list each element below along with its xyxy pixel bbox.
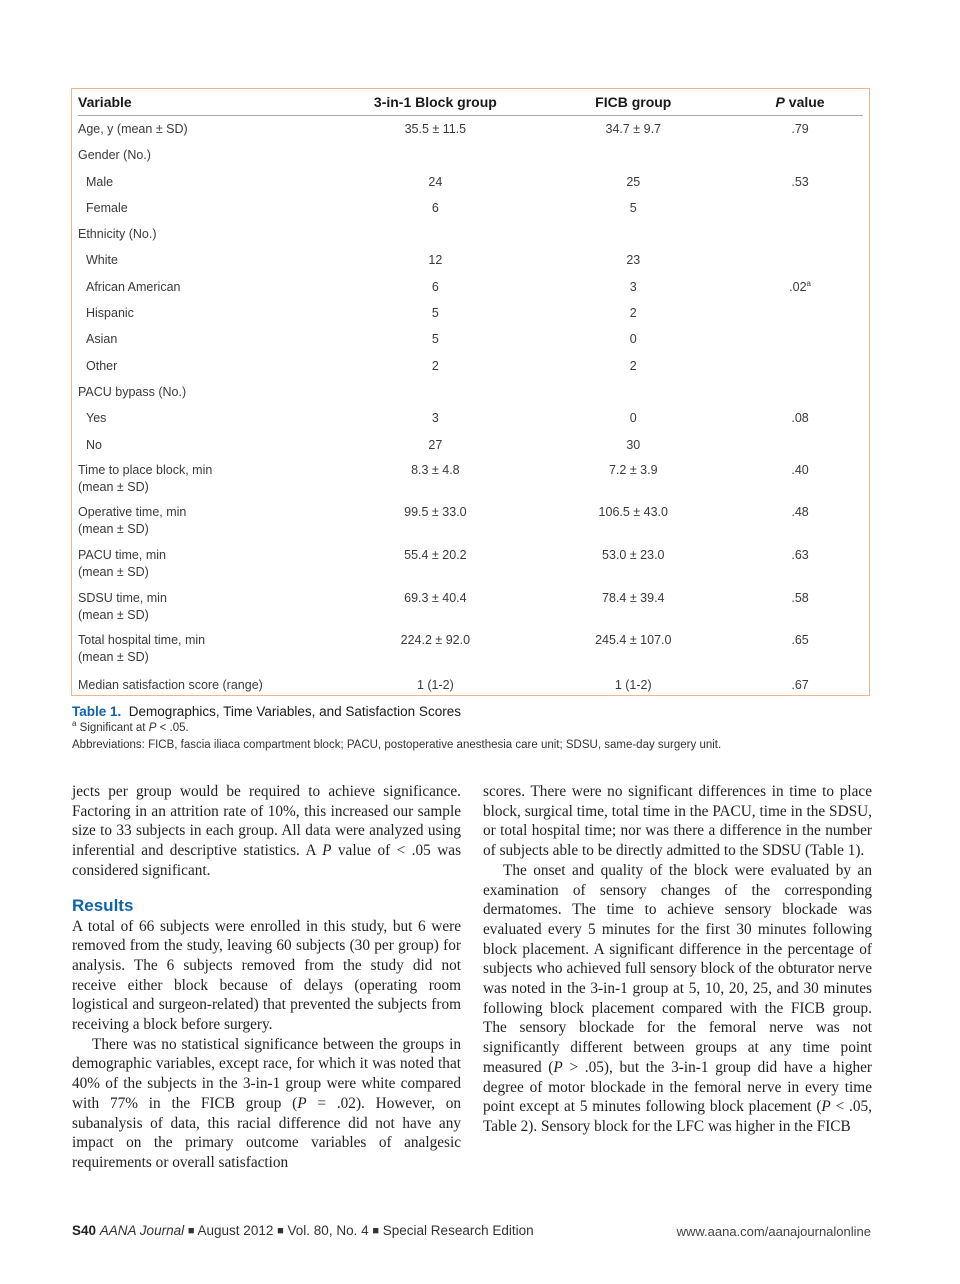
row-3in1-value xyxy=(341,300,529,326)
row-ficb-value-text: 0 xyxy=(629,411,637,426)
row-variable xyxy=(78,300,341,326)
row-p-value-text: .08 xyxy=(791,411,809,426)
caption-label: Table 1. xyxy=(72,704,122,719)
row-ficb-value xyxy=(529,432,737,458)
row-variable xyxy=(78,116,341,143)
row-variable-line: PACU bypass (No.) xyxy=(78,384,187,399)
row-3in1-value-text: 27 xyxy=(428,437,443,452)
row-3in1-value xyxy=(341,671,529,699)
row-variable-line: Female xyxy=(86,200,128,215)
row-variable xyxy=(78,458,341,501)
row-ficb-value-text: 1 (1-2) xyxy=(614,677,652,692)
row-variable-line: Time to place block, min xyxy=(78,462,213,477)
text-run: jects per group would be required to achieve significance. Factoring in an attrition rate of 10%, this increased our sample size to 33 subjects in each group. All data were analyzed using inferential and descriptive statistics. A xyxy=(72,783,461,860)
text-run: value of < .05 was considered significant. xyxy=(72,842,462,879)
row-p-value xyxy=(737,379,863,405)
row-p-value-text: .79 xyxy=(791,122,809,136)
row-p-value xyxy=(737,671,863,699)
row-3in1-value xyxy=(341,142,529,168)
table-row xyxy=(78,195,863,221)
separator-icon: ■ xyxy=(187,1225,195,1237)
row-3in1-value-text: 69.3 ± 40.4 xyxy=(404,590,467,605)
row-p-value-text: .58 xyxy=(791,590,809,605)
row-3in1-value-text: 2 xyxy=(431,358,439,373)
row-ficb-value-text: 2 xyxy=(629,358,637,373)
row-ficb-value xyxy=(529,405,737,431)
header-variable: Variable xyxy=(78,89,341,116)
row-ficb-value xyxy=(529,221,737,247)
table-row xyxy=(78,671,863,699)
text-run: = .02). However, on subanalysis of data, this racial difference did not have any impact on the primary outcome variables of analgesic requirements or overall satisfaction xyxy=(72,1094,461,1171)
row-variable-line: Asian xyxy=(86,332,118,347)
row-variable-line: (mean ± SD) xyxy=(78,565,149,580)
row-3in1-value-text: 5 xyxy=(431,332,439,347)
row-3in1-value xyxy=(341,326,529,352)
row-3in1-value-text: 224.2 ± 92.0 xyxy=(400,633,471,648)
row-p-value-text: .53 xyxy=(791,174,809,189)
row-3in1-value xyxy=(341,628,529,671)
table-row xyxy=(78,500,863,543)
paragraph: A total of 66 subjects were enrolled in this study, but 6 were removed from the study, leaving 60 subjects (30 per group) for analysis. The 6 subjects removed from the study did not receive either block because of delays (operating room logistical and surgeon-related) that prevented the subjects from receiving a block before surgery. xyxy=(72,917,461,1034)
row-3in1-value xyxy=(341,379,529,405)
row-ficb-value xyxy=(529,353,737,379)
footnote-value: < .05. xyxy=(159,722,189,734)
row-variable xyxy=(78,169,341,195)
row-variable xyxy=(78,326,341,352)
significance-mark: a xyxy=(806,278,811,288)
table-row xyxy=(78,274,863,300)
row-3in1-value xyxy=(341,116,529,143)
row-variable-line: Median satisfaction score (range) xyxy=(78,677,263,692)
row-3in1-value-text: 8.3 ± 4.8 xyxy=(411,462,460,477)
row-variable xyxy=(78,142,341,168)
row-p-value xyxy=(737,326,863,352)
edition: Special Research Edition xyxy=(382,1223,534,1238)
table-footnote xyxy=(72,719,189,734)
row-ficb-value xyxy=(529,586,737,629)
row-p-value-text: .63 xyxy=(791,548,809,563)
text-run: The onset and quality of the block were evaluated by an examination of sensory changes of the corresponding dermatomes. The time to achieve sensory blockade was evaluated every 5 minutes for the first 30 minutes following block placement. A significant difference in the percentage of subjects who achieved full sensory block of the obturator nerve was noted in the 3-in-1 group at 5, 10, 20, 25, and 30 minutes following block placement compared with the FICB group. The sensory blockade for the femoral nerve was not significantly different between groups at any time point measured ( xyxy=(483,861,872,1076)
row-3in1-value-text: 6 xyxy=(431,279,439,294)
table-row xyxy=(78,247,863,273)
row-3in1-value xyxy=(341,169,529,195)
row-3in1-value xyxy=(341,221,529,247)
row-ficb-value xyxy=(529,543,737,586)
table-abbreviations: Abbreviations: FICB, fascia iliaca compartment block; PACU, postoperative anesthesia care unit; SDSU, same-day surgery unit. xyxy=(72,739,722,751)
row-variable-line: PACU time, min xyxy=(78,548,166,563)
row-variable-line: Age, y (mean ± SD) xyxy=(78,122,188,136)
row-p-value xyxy=(737,116,863,143)
p-symbol: P xyxy=(553,1058,563,1076)
header-3in1-group: 3-in-1 Block group xyxy=(341,89,529,116)
row-p-value xyxy=(737,195,863,221)
paragraph: scores. There were no significant differences in time to place block, surgical time, total time in the PACU, time in the SDSU, or total hospital time; nor was there a difference in the number of subjects able to be directly admitted to the SDSU (Table 1). xyxy=(483,783,872,860)
row-variable-line: Gender (No.) xyxy=(78,148,151,163)
row-3in1-value xyxy=(341,195,529,221)
table-row xyxy=(78,326,863,352)
table-row xyxy=(78,221,863,247)
row-variable xyxy=(78,274,341,300)
row-ficb-value xyxy=(529,274,737,300)
row-p-value xyxy=(737,628,863,671)
row-3in1-value-text: 3 xyxy=(431,411,439,426)
table-row xyxy=(78,116,863,143)
row-variable-line: Male xyxy=(86,174,114,189)
row-3in1-value xyxy=(341,500,529,543)
paragraph xyxy=(72,1035,461,1173)
row-variable-line: White xyxy=(86,253,118,268)
row-variable-line: Hispanic xyxy=(86,306,134,321)
table-header-row xyxy=(78,89,863,116)
row-3in1-value-text: 1 (1-2) xyxy=(416,677,454,692)
page-number: S40 xyxy=(72,1223,97,1238)
table-body xyxy=(78,116,863,699)
row-ficb-value-text: 78.4 ± 39.4 xyxy=(602,590,665,605)
right-column xyxy=(483,782,872,1137)
row-variable xyxy=(78,221,341,247)
row-ficb-value-text: 53.0 ± 23.0 xyxy=(602,548,665,563)
row-3in1-value xyxy=(341,543,529,586)
row-ficb-value-text: 34.7 ± 9.7 xyxy=(605,122,662,136)
table-row xyxy=(78,379,863,405)
row-3in1-value-text: 35.5 ± 11.5 xyxy=(404,122,467,136)
text-run: < .05, Table 2). Sensory block for the LFC was higher in the FICB xyxy=(483,1098,872,1135)
row-p-value-text: .02 xyxy=(789,279,807,294)
row-variable-line: Ethnicity (No.) xyxy=(78,227,157,242)
table-row xyxy=(78,543,863,586)
table-row xyxy=(78,300,863,326)
table-row xyxy=(78,142,863,168)
row-ficb-value-text: 0 xyxy=(629,332,637,347)
demographics-table xyxy=(78,89,863,699)
row-variable xyxy=(78,543,341,586)
footnote-mark: a xyxy=(72,719,77,728)
row-variable xyxy=(78,586,341,629)
row-variable xyxy=(78,628,341,671)
separator-icon: ■ xyxy=(277,1225,284,1237)
row-p-value xyxy=(737,432,863,458)
row-p-value xyxy=(737,353,863,379)
row-3in1-value xyxy=(341,432,529,458)
row-variable-line: Other xyxy=(86,358,118,373)
row-variable xyxy=(78,432,341,458)
row-3in1-value-text: 24 xyxy=(428,174,443,189)
results-heading: Results xyxy=(72,895,134,915)
row-variable-line: Yes xyxy=(86,411,107,426)
row-p-value xyxy=(737,142,863,168)
row-ficb-value xyxy=(529,458,737,501)
row-variable xyxy=(78,247,341,273)
paragraph xyxy=(72,782,461,881)
p-symbol: P xyxy=(297,1094,307,1112)
row-variable-line: (mean ± SD) xyxy=(78,650,149,665)
row-variable xyxy=(78,500,341,543)
row-ficb-value xyxy=(529,142,737,168)
table-row xyxy=(78,353,863,379)
row-p-value xyxy=(737,221,863,247)
row-ficb-value-text: 7.2 ± 3.9 xyxy=(608,462,658,477)
row-3in1-value xyxy=(341,274,529,300)
row-3in1-value-text: 55.4 ± 20.2 xyxy=(404,548,467,563)
row-p-value xyxy=(737,300,863,326)
row-p-value-text: .40 xyxy=(791,462,809,477)
header-p-value: P value xyxy=(737,89,863,116)
row-ficb-value xyxy=(529,247,737,273)
table-row xyxy=(78,586,863,629)
table-row xyxy=(78,458,863,501)
row-variable-line: African American xyxy=(86,279,181,294)
row-3in1-value-text: 6 xyxy=(431,200,439,215)
row-variable-line: No xyxy=(86,437,102,452)
row-ficb-value xyxy=(529,326,737,352)
row-ficb-value xyxy=(529,671,737,699)
row-ficb-value xyxy=(529,379,737,405)
row-3in1-value-text: 12 xyxy=(428,253,443,268)
journal-url: www.aana.com/aanajournalonline xyxy=(676,1224,871,1239)
row-ficb-value xyxy=(529,628,737,671)
journal-name: AANA Journal xyxy=(99,1223,185,1238)
issue-volume: Vol. 80, No. 4 xyxy=(287,1223,369,1238)
row-ficb-value xyxy=(529,116,737,143)
table-frame xyxy=(71,88,870,696)
row-variable-line: (mean ± SD) xyxy=(78,522,149,537)
row-p-value xyxy=(737,458,863,501)
row-p-value xyxy=(737,405,863,431)
row-p-value xyxy=(737,247,863,273)
table-row xyxy=(78,432,863,458)
row-p-value xyxy=(737,169,863,195)
row-p-value-text: .67 xyxy=(791,677,809,692)
row-p-value xyxy=(737,500,863,543)
row-ficb-value-text: 2 xyxy=(629,306,637,321)
row-ficb-value xyxy=(529,195,737,221)
text-run: > .05), but the 3-in-1 group did have a higher degree of motor blockade in the femoral nerve in every time point except at 5 minutes following block placement ( xyxy=(483,1058,872,1116)
row-ficb-value xyxy=(529,169,737,195)
row-variable xyxy=(78,353,341,379)
text-run: There was no statistical significance between the groups in demographic variables, except race, for which it was noted that 40% of the subjects in the 3-in-1 group were white compared with 77% in the FICB group ( xyxy=(72,1035,461,1112)
separator-icon: ■ xyxy=(372,1225,380,1237)
row-variable-line: Total hospital time, min xyxy=(78,633,206,648)
issue-date: August 2012 xyxy=(197,1223,274,1238)
table-row xyxy=(78,169,863,195)
row-ficb-value-text: 23 xyxy=(626,253,641,268)
row-p-value xyxy=(737,543,863,586)
row-ficb-value-text: 3 xyxy=(629,279,637,294)
row-3in1-value xyxy=(341,586,529,629)
footnote-text: Significant at xyxy=(79,722,146,734)
paragraph xyxy=(483,861,872,1137)
row-variable-line: (mean ± SD) xyxy=(78,607,149,622)
row-3in1-value xyxy=(341,405,529,431)
row-3in1-value-text: 99.5 ± 33.0 xyxy=(404,505,467,520)
row-variable-line: Operative time, min xyxy=(78,505,187,520)
row-ficb-value-text: 5 xyxy=(629,200,637,215)
table-row xyxy=(78,628,863,671)
table-caption xyxy=(72,704,872,719)
row-variable xyxy=(78,671,341,699)
row-variable xyxy=(78,405,341,431)
header-ficb-group: FICB group xyxy=(529,89,737,116)
row-ficb-value-text: 25 xyxy=(626,174,641,189)
row-3in1-value-text: 5 xyxy=(431,306,439,321)
page-footer xyxy=(72,1223,534,1238)
row-ficb-value-text: 30 xyxy=(626,437,641,452)
row-ficb-value xyxy=(529,300,737,326)
row-variable-line: (mean ± SD) xyxy=(78,479,149,494)
row-p-value xyxy=(737,274,863,300)
p-symbol: P xyxy=(821,1098,831,1116)
row-variable xyxy=(78,195,341,221)
row-p-value-text: .65 xyxy=(791,633,809,648)
row-3in1-value xyxy=(341,247,529,273)
row-p-value xyxy=(737,586,863,629)
row-3in1-value xyxy=(341,353,529,379)
footnote-p: P xyxy=(148,722,157,734)
row-variable-line: SDSU time, min xyxy=(78,590,167,605)
left-column xyxy=(72,782,461,1173)
row-p-value-text: .48 xyxy=(791,505,809,520)
p-symbol: P xyxy=(322,842,332,860)
row-3in1-value xyxy=(341,458,529,501)
row-ficb-value-text: 106.5 ± 43.0 xyxy=(598,505,668,520)
row-ficb-value xyxy=(529,500,737,543)
table-row xyxy=(78,405,863,431)
row-ficb-value-text: 245.4 ± 107.0 xyxy=(595,633,672,648)
caption-title: Demographics, Time Variables, and Satisfaction Scores xyxy=(128,704,461,719)
row-variable xyxy=(78,379,341,405)
